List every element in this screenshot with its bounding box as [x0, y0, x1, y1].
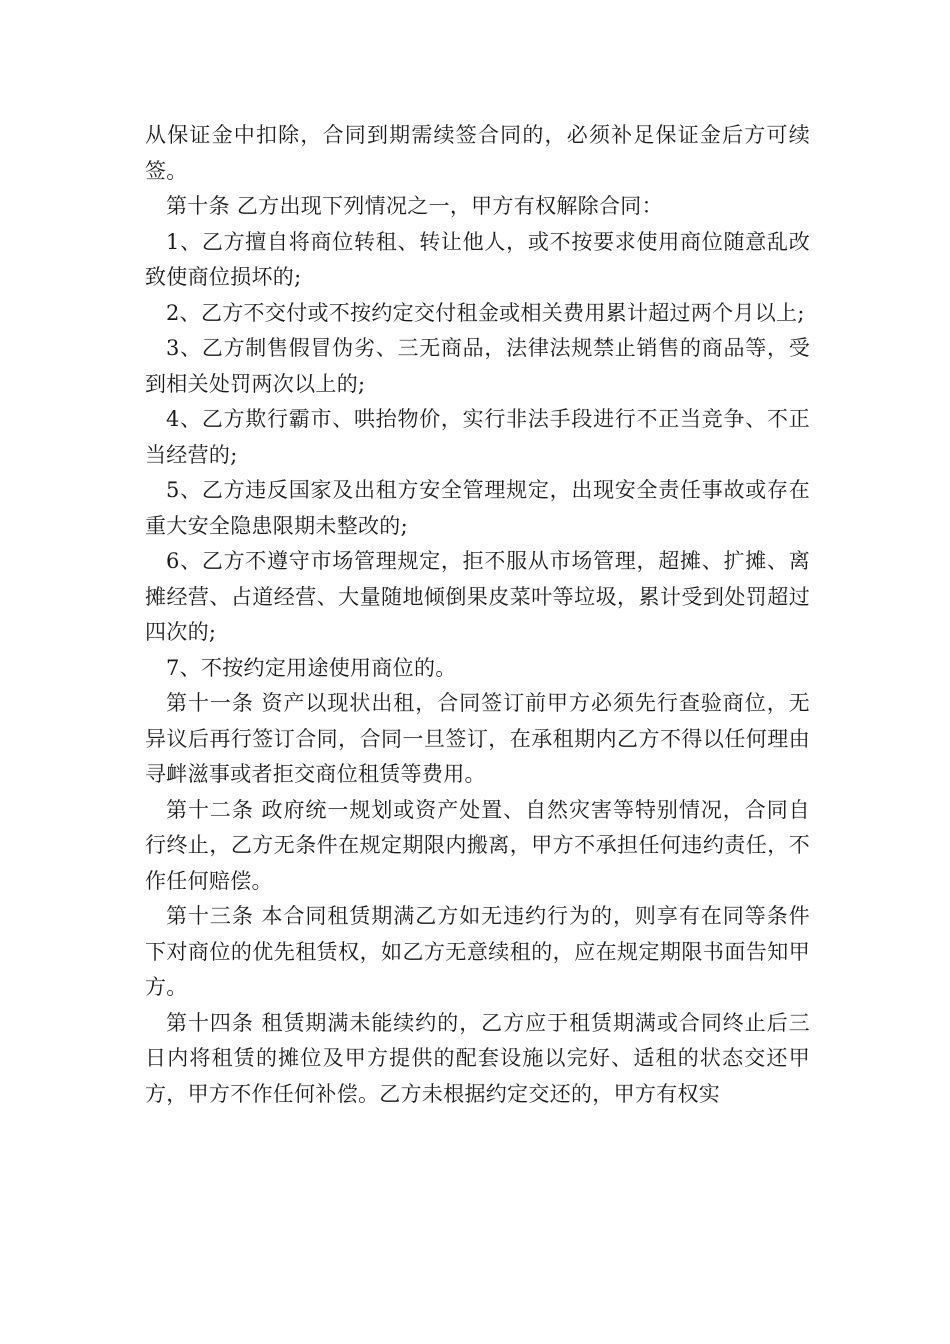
article-10-item-7: 7、不按约定用途使用商位的。 [166, 655, 457, 680]
article-10-heading: 第十条 乙方出现下列情况之一，甲方有权解除合同： [166, 194, 663, 218]
article-14: 第十四条 租赁期满未能续约的，乙方应于租赁期满或合同终止后三日内将租赁的摊位及甲方提供的配套设施以完好、适租的状态交还甲方，甲方不作任何补偿。乙方未根据约定交还的，甲方有权实 [145, 1010, 810, 1106]
article-10-item-2: 2、乙方不交付或不按约定交付租金或相关费用累计超过两个月以上; [166, 300, 805, 325]
article-12: 第十二条 政府统一规划或资产处置、自然灾害等特别情况，合同自行终止，乙方无条件在规定期限内搬离，甲方不承担任何违约责任，不作任何赔偿。 [145, 797, 810, 893]
article-10-item-3: 3、乙方制售假冒伪劣、三无商品，法律法规禁止销售的商品等，受到相关处罚两次以上的; [145, 336, 810, 396]
article-10-item-4: 4、乙方欺行霸市、哄抬物价，实行非法手段进行不正当竞争、不正当经营的; [145, 407, 810, 467]
article-11: 第十一条 资产以现状出租，合同签订前甲方必须先行查验商位，无异议后再行签订合同，合同一旦签订，在承租期内乙方不得以任何理由寻衅滋事或者拒交商位租赁等费用。 [145, 691, 810, 786]
article-10-item-1: 1、乙方擅自将商位转租、转让他人，或不按要求使用商位随意乱改致使商位损坏的; [145, 229, 810, 289]
paragraph-continuation: 从保证金中扣除，合同到期需续签合同的，必须补足保证金后方可续签。 [145, 123, 810, 183]
article-10-item-6: 6、乙方不遵守市场管理规定，拒不服从市场管理，超摊、扩摊、离摊经营、占道经营、大量随地倾倒果皮菜叶等垃圾，累计受到处罚超过四次的; [145, 549, 810, 644]
document-body [145, 118, 810, 1112]
article-13: 第十三条 本合同租赁期满乙方如无违约行为的，则享有在同等条件下对商位的优先租赁权，如乙方无意续租的，应在规定期限书面告知甲方。 [145, 904, 810, 999]
article-10-item-5: 5、乙方违反国家及出租方安全管理规定，出现安全责任事故或存在重大安全隐患限期未整改的; [145, 478, 810, 538]
